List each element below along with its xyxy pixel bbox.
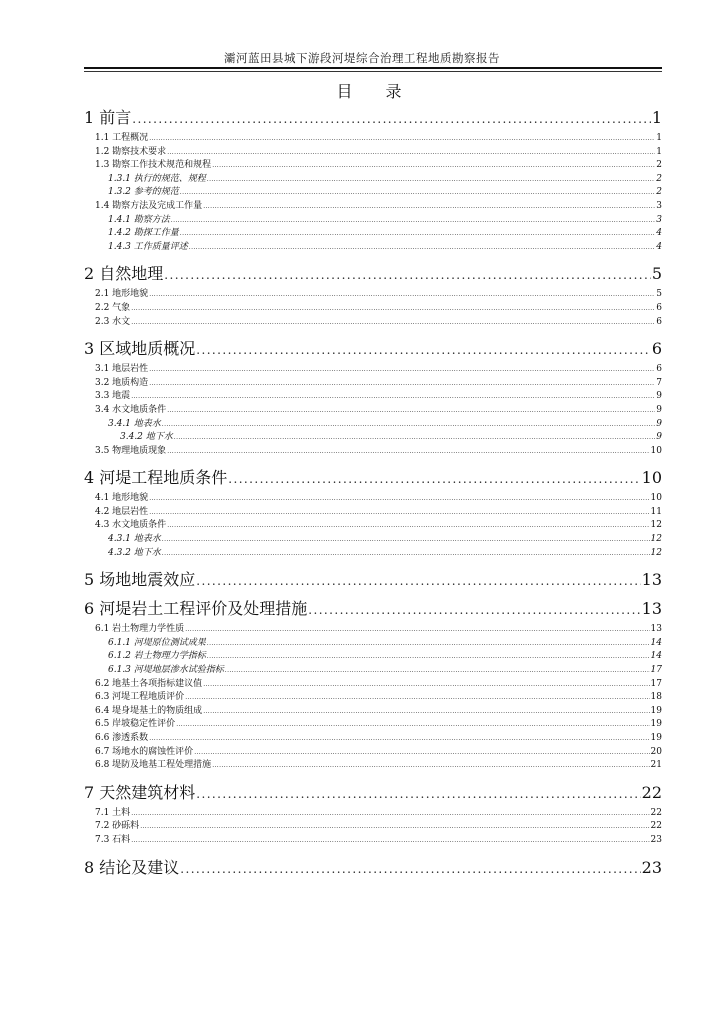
toc-dot-leader bbox=[180, 186, 656, 200]
toc-dot-leader bbox=[196, 785, 640, 802]
toc-entry-title: 3.3 地震 bbox=[95, 391, 131, 402]
toc-page-number: 19 bbox=[650, 705, 662, 716]
toc-entry-title: 7 天然建筑材料 bbox=[84, 782, 196, 802]
toc-page-number: 10 bbox=[650, 493, 662, 504]
toc-section-entry[interactable] bbox=[84, 519, 662, 533]
toc-section-entry[interactable] bbox=[84, 132, 662, 146]
toc-entry-title: 4.2 地层岩性 bbox=[95, 506, 149, 517]
toc-page-number: 14 bbox=[650, 637, 662, 648]
toc-section-entry[interactable] bbox=[84, 302, 662, 316]
toc-page-number: 2 bbox=[656, 187, 662, 198]
toc-dot-leader bbox=[162, 418, 656, 432]
toc-entry-title: 8 结论及建议 bbox=[84, 857, 180, 877]
toc-entry-title: 6.1.1 河堤原位测试成果 bbox=[108, 637, 206, 648]
toc-page-number: 1 bbox=[651, 108, 662, 127]
toc-chapter-entry[interactable] bbox=[84, 858, 662, 877]
toc-page-number: 22 bbox=[650, 821, 662, 832]
toc-page-number: 23 bbox=[650, 834, 662, 845]
toc-entry-title: 1.4.3 工作质量评述 bbox=[108, 241, 188, 252]
toc-section-entry[interactable] bbox=[84, 377, 662, 391]
toc-entry-title: 3 区域地质概况 bbox=[84, 339, 196, 359]
toc-page-number: 9 bbox=[656, 418, 662, 429]
toc-entry-title: 2.1 地形地貌 bbox=[95, 289, 149, 300]
toc-page-number: 9 bbox=[656, 404, 662, 415]
toc-section-entry[interactable] bbox=[84, 288, 662, 302]
toc-entry-title: 2.3 水文 bbox=[95, 316, 131, 327]
toc-page-number: 3 bbox=[656, 200, 662, 211]
toc-dot-leader bbox=[207, 637, 650, 651]
toc-dot-leader bbox=[149, 132, 655, 146]
toc-dot-leader bbox=[212, 159, 655, 173]
toc-section-entry[interactable] bbox=[84, 834, 662, 848]
toc-dot-leader bbox=[203, 678, 649, 692]
toc-dot-leader bbox=[149, 288, 655, 302]
toc-dot-leader bbox=[176, 718, 649, 732]
toc-dot-leader bbox=[131, 302, 655, 316]
toc-section-entry[interactable] bbox=[84, 506, 662, 520]
toc-dot-leader bbox=[185, 623, 649, 637]
toc-dot-leader bbox=[212, 759, 649, 773]
toc-section-entry[interactable] bbox=[84, 732, 662, 746]
toc-dot-leader bbox=[167, 519, 649, 533]
toc-section-entry[interactable] bbox=[84, 200, 662, 214]
toc-page-number: 10 bbox=[641, 468, 662, 488]
toc-dot-leader bbox=[308, 601, 640, 618]
toc-entry-title: 5 场地地震效应 bbox=[84, 570, 196, 590]
toc-page-number: 17 bbox=[650, 665, 662, 676]
toc-entry-title: 1.3.1 执行的规范、规程 bbox=[108, 173, 206, 184]
toc-page-number: 12 bbox=[650, 534, 662, 545]
toc-dot-leader bbox=[149, 492, 649, 506]
toc-section-entry[interactable] bbox=[84, 227, 662, 241]
toc-page-number: 2 bbox=[656, 160, 662, 171]
toc-page-number: 21 bbox=[650, 760, 662, 771]
toc-entry-title: 4.3.1 地表水 bbox=[108, 534, 161, 545]
toc-entry-title: 1.3.2 参考的规范 bbox=[108, 187, 179, 198]
toc-chapter-entry[interactable] bbox=[84, 264, 662, 283]
toc-page-number: 12 bbox=[650, 547, 662, 558]
toc-entry-title: 4.3 水文地质条件 bbox=[95, 520, 167, 531]
toc-entry-title: 6.4 堤身堤基土的物质组成 bbox=[95, 705, 203, 716]
toc-section-entry[interactable] bbox=[84, 807, 662, 821]
toc-entry-title: 1.3 勘察工作技术规范和规程 bbox=[95, 160, 212, 171]
toc-entry-title: 6.3 河堤工程地质评价 bbox=[95, 692, 185, 703]
toc-dot-leader bbox=[164, 266, 651, 283]
toc-section-entry[interactable] bbox=[84, 547, 662, 561]
toc-section-entry[interactable] bbox=[84, 431, 662, 445]
toc-entry-title: 4 河堤工程地质条件 bbox=[84, 468, 228, 488]
header-rule-thin bbox=[84, 71, 662, 72]
header-rule-thick bbox=[84, 67, 662, 69]
toc-page-number: 14 bbox=[650, 651, 662, 662]
toc-dot-leader bbox=[196, 572, 640, 589]
toc-entry-title: 3.1 地层岩性 bbox=[95, 364, 149, 375]
toc-section-entry[interactable] bbox=[84, 316, 662, 330]
toc-section-entry[interactable] bbox=[84, 173, 662, 187]
toc-dot-leader bbox=[196, 341, 651, 358]
toc-chapter-entry[interactable] bbox=[84, 468, 662, 487]
toc-page-number: 4 bbox=[656, 241, 662, 252]
toc-section-entry[interactable] bbox=[84, 241, 662, 255]
toc-dot-leader bbox=[203, 200, 655, 214]
toc-entry-title: 3.4.1 地表水 bbox=[108, 418, 161, 429]
toc-page-number: 22 bbox=[641, 782, 662, 802]
toc-entry-title: 3.4.2 地下水 bbox=[120, 432, 173, 443]
toc-page-number: 22 bbox=[650, 807, 662, 818]
toc-dot-leader bbox=[225, 664, 650, 678]
toc-section-entry[interactable] bbox=[84, 214, 662, 228]
toc-entry-title: 6.1 岩土物理力学性质 bbox=[95, 624, 185, 635]
toc-dot-leader bbox=[131, 807, 649, 821]
toc-dot-leader bbox=[162, 533, 650, 547]
toc-dot-leader bbox=[174, 431, 656, 445]
toc-dot-leader bbox=[207, 173, 656, 187]
table-of-contents bbox=[84, 108, 662, 882]
toc-dot-leader bbox=[207, 650, 650, 664]
toc-page-number: 23 bbox=[641, 857, 662, 877]
toc-entry-title: 7.2 砂砾料 bbox=[95, 821, 140, 832]
toc-dot-leader bbox=[194, 746, 649, 760]
toc-entry-title: 1 前言 bbox=[84, 108, 132, 127]
toc-page-number: 13 bbox=[641, 599, 662, 619]
toc-page-number: 11 bbox=[650, 506, 662, 517]
toc-page-number: 2 bbox=[656, 173, 662, 184]
toc-page-number: 6 bbox=[656, 316, 662, 327]
toc-page-number: 20 bbox=[650, 746, 662, 757]
toc-dot-leader bbox=[131, 834, 649, 848]
toc-page-number: 1 bbox=[656, 146, 662, 157]
toc-page-number: 6 bbox=[656, 302, 662, 313]
toc-section-entry[interactable] bbox=[84, 664, 662, 678]
toc-section-entry[interactable] bbox=[84, 492, 662, 506]
toc-page-number: 10 bbox=[650, 445, 662, 456]
toc-page-number: 6 bbox=[656, 364, 662, 375]
toc-page-number: 17 bbox=[650, 678, 662, 689]
toc-section-entry[interactable] bbox=[84, 390, 662, 404]
toc-entry-title: 6.1.2 岩土物理力学指标 bbox=[108, 651, 206, 662]
toc-section-entry[interactable] bbox=[84, 705, 662, 719]
toc-entry-title: 6.2 地基土各项指标建议值 bbox=[95, 678, 203, 689]
toc-dot-leader bbox=[228, 470, 640, 487]
toc-dot-leader bbox=[167, 445, 649, 459]
toc-section-entry[interactable] bbox=[84, 445, 662, 459]
toc-dot-leader bbox=[149, 506, 649, 520]
toc-chapter-entry[interactable] bbox=[84, 570, 662, 589]
toc-page-number: 1 bbox=[656, 133, 662, 143]
toc-page-number: 19 bbox=[650, 719, 662, 730]
toc-dot-leader bbox=[167, 146, 655, 160]
toc-entry-title: 6.7 场地水的腐蚀性评价 bbox=[95, 746, 194, 757]
toc-dot-leader bbox=[131, 316, 655, 330]
toc-dot-leader bbox=[171, 214, 656, 228]
toc-page-number: 18 bbox=[650, 692, 662, 703]
toc-dot-leader bbox=[132, 110, 651, 127]
toc-entry-title: 1.4 勘察方法及完成工作量 bbox=[95, 200, 203, 211]
toc-section-entry[interactable] bbox=[84, 623, 662, 637]
toc-section-entry[interactable] bbox=[84, 186, 662, 200]
toc-dot-leader bbox=[162, 547, 650, 561]
toc-section-entry[interactable] bbox=[84, 404, 662, 418]
toc-page-number: 6 bbox=[651, 339, 662, 359]
toc-section-entry[interactable] bbox=[84, 418, 662, 432]
toc-section-entry[interactable] bbox=[84, 820, 662, 834]
toc-entry-title: 3.2 地质构造 bbox=[95, 377, 149, 388]
toc-entry-title: 6.1.3 河堤地层渗水试验指标 bbox=[108, 665, 224, 676]
toc-page-number: 9 bbox=[656, 391, 662, 402]
toc-entry-title: 2 自然地理 bbox=[84, 264, 164, 284]
running-header: 灞河蓝田县城下游段河堤综合治理工程地质勘察报告 bbox=[224, 51, 500, 65]
toc-entry-title: 1.4.2 勘探工作量 bbox=[108, 228, 179, 239]
toc-page-number: 4 bbox=[656, 228, 662, 239]
toc-section-entry[interactable] bbox=[84, 759, 662, 773]
toc-dot-leader bbox=[185, 691, 649, 705]
toc-entry-title: 6.6 渗透系数 bbox=[95, 733, 149, 743]
toc-section-entry[interactable] bbox=[84, 718, 662, 732]
toc-dot-leader bbox=[149, 377, 655, 391]
toc-dot-leader bbox=[203, 705, 649, 719]
toc-dot-leader bbox=[180, 227, 656, 241]
toc-entry-title: 6.5 岸坡稳定性评价 bbox=[95, 719, 176, 730]
toc-page-number: 7 bbox=[656, 377, 662, 388]
toc-dot-leader bbox=[189, 241, 656, 255]
toc-dot-leader bbox=[180, 860, 640, 877]
toc-entry-title: 6.8 堤防及地基工程处理措施 bbox=[95, 760, 212, 771]
toc-page-number: 5 bbox=[651, 264, 662, 284]
toc-dot-leader bbox=[149, 363, 655, 377]
toc-entry-title: 3.5 物理地质现象 bbox=[95, 445, 167, 456]
toc-section-entry[interactable] bbox=[84, 637, 662, 651]
toc-page-number: 12 bbox=[650, 520, 662, 531]
toc-entry-title: 3.4 水文地质条件 bbox=[95, 404, 167, 415]
toc-dot-leader bbox=[149, 732, 649, 746]
toc-entry-title: 2.2 气象 bbox=[95, 302, 131, 313]
toc-entry-title: 7.3 石料 bbox=[95, 834, 131, 845]
toc-page-number: 9 bbox=[656, 432, 662, 443]
toc-entry-title: 1.2 勘察技术要求 bbox=[95, 146, 167, 157]
toc-section-entry[interactable] bbox=[84, 533, 662, 547]
toc-chapter-entry[interactable] bbox=[84, 783, 662, 802]
toc-section-entry[interactable] bbox=[84, 746, 662, 760]
toc-entry-title: 1.4.1 勘察方法 bbox=[108, 214, 170, 225]
toc-entry-title: 4.1 地形地貌 bbox=[95, 493, 149, 504]
toc-section-entry[interactable] bbox=[84, 691, 662, 705]
toc-page-number: 19 bbox=[650, 733, 662, 743]
toc-entry-title: 1.1 工程概况 bbox=[95, 133, 149, 143]
toc-section-entry[interactable] bbox=[84, 650, 662, 664]
toc-page-number: 13 bbox=[650, 624, 662, 635]
toc-section-entry[interactable] bbox=[84, 146, 662, 160]
toc-title: 目 录 bbox=[336, 82, 416, 101]
toc-entry-title: 6 河堤岩土工程评价及处理措施 bbox=[84, 599, 308, 619]
toc-dot-leader bbox=[131, 390, 655, 404]
toc-dot-leader bbox=[140, 820, 649, 834]
toc-page-number: 3 bbox=[656, 214, 662, 225]
toc-chapter-entry[interactable] bbox=[84, 108, 662, 127]
toc-section-entry[interactable] bbox=[84, 363, 662, 377]
toc-section-entry[interactable] bbox=[84, 159, 662, 173]
toc-dot-leader bbox=[167, 404, 655, 418]
toc-chapter-entry[interactable] bbox=[84, 599, 662, 618]
toc-chapter-entry[interactable] bbox=[84, 339, 662, 358]
toc-section-entry[interactable] bbox=[84, 678, 662, 692]
toc-entry-title: 7.1 土料 bbox=[95, 807, 131, 818]
toc-page-number: 13 bbox=[641, 570, 662, 590]
toc-page-number: 5 bbox=[656, 289, 662, 300]
toc-entry-title: 4.3.2 地下水 bbox=[108, 547, 161, 558]
